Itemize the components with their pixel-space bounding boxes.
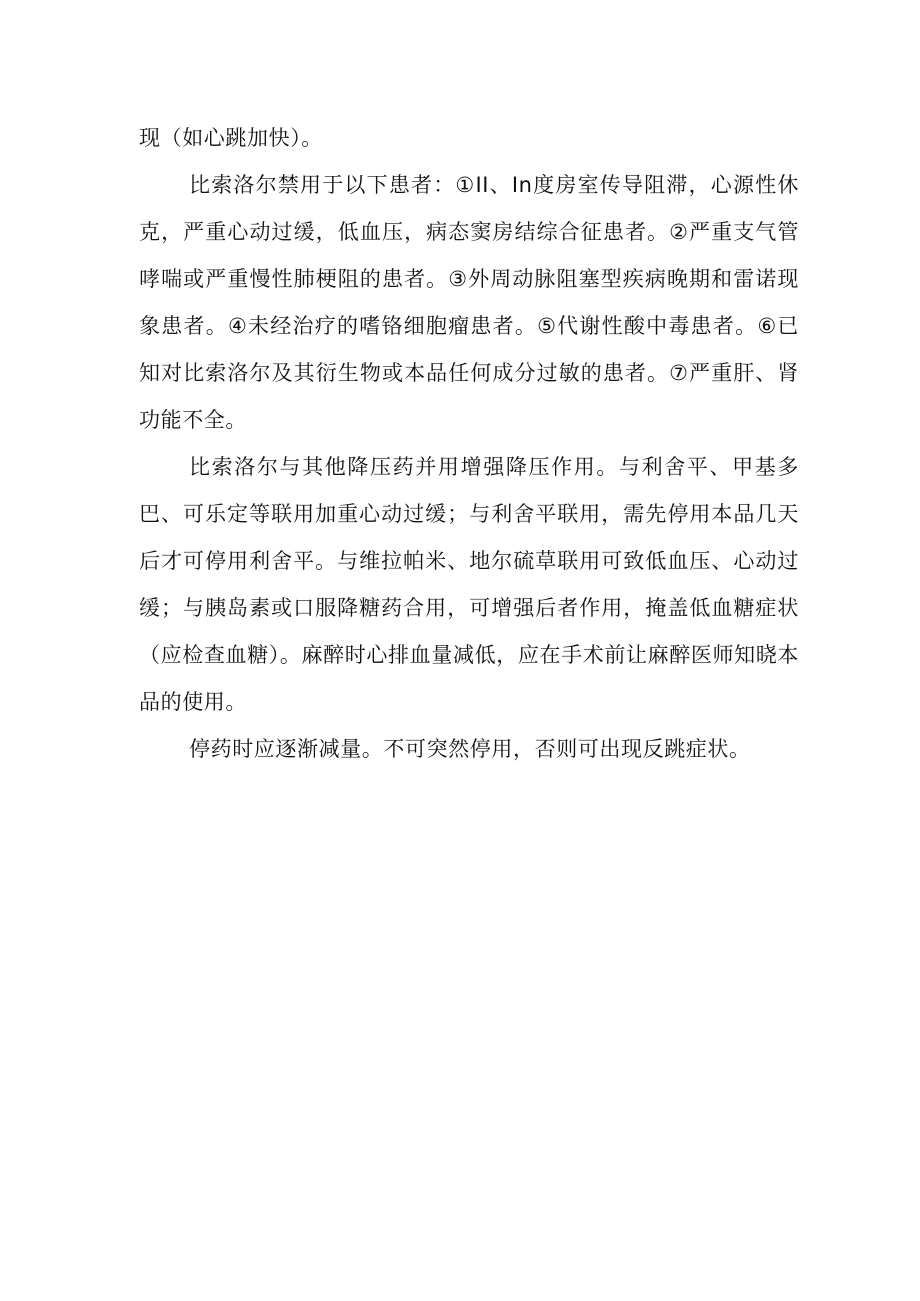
paragraph-drug-interactions: 比索洛尔与其他降压药并用增强降压作用。与利舍平、甲基多巴、可乐定等联用加重心动过缓；与利舍平联用，需先停用本品几天后才可停用利舍平。与维拉帕米、地尔硫草联用可致低血压、心动过缓；与胰岛素或口服降糖药合用，可增强后者作用，掩盖低血糖症状（应检查血糖）。麻醉时心排血量减低，应在手术前让麻醉医师知晓本品的使用。 [139,455,799,714]
paragraph-discontinuation: 停药时应逐渐减量。不可突然停用，否则可出现反跳症状。 [189,737,751,761]
paragraph-contraindications: 比索洛尔禁用于以下患者：①II、In度房室传导阻滞，心源性休克，严重心动过缓，低血压，病态窦房结综合征患者。②严重支气管哮喘或严重慢性肺梗阻的患者。③外周动脉阻塞型疾病晚期和雷诺现象患者。④未经治疗的嗜铬细胞瘤患者。⑤代谢性酸中毒患者。⑥已知对比索洛尔及其衍生物或本品任何成分过敏的患者。⑦严重肝、肾功能不全。 [139,173,799,432]
document-body [139,115,799,773]
paragraph-continuation: 现（如心跳加快）。 [139,126,323,150]
